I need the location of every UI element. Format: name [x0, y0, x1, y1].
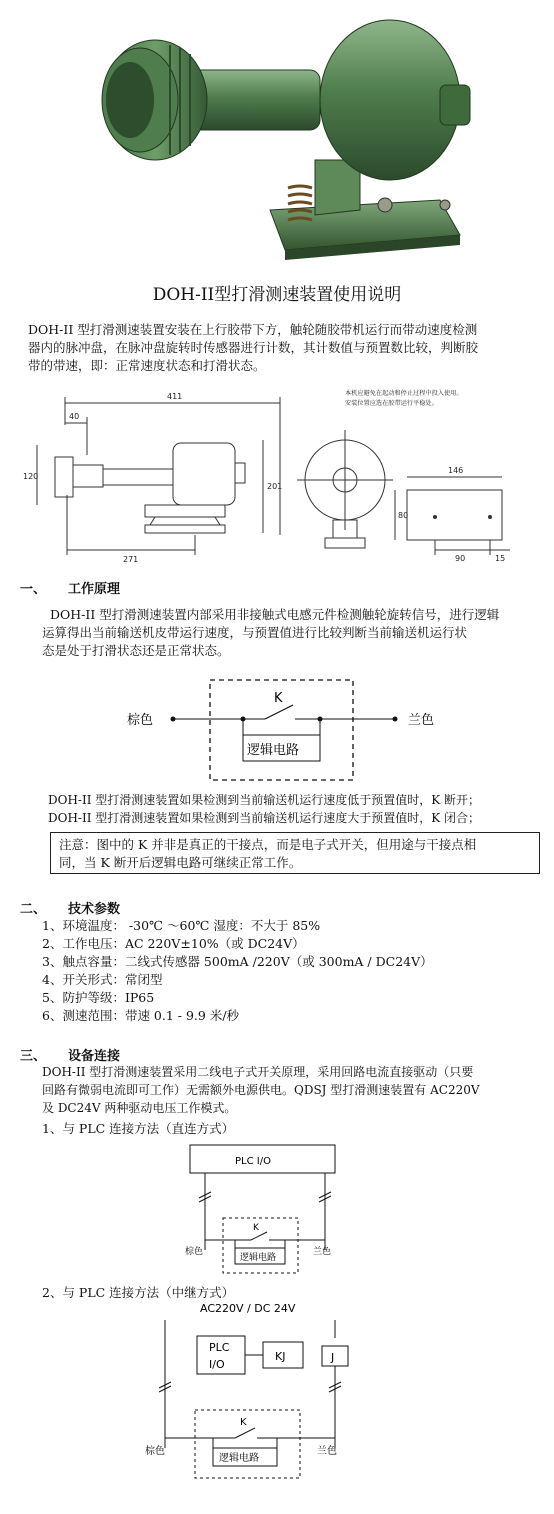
brown-wire-label: 棕色	[127, 713, 154, 728]
section1-line: 态是处于打滑状态还是正常状态。	[42, 643, 230, 658]
k-label-2: K	[240, 1417, 247, 1428]
section1-line: 运算得出当前输送机皮带运行速度，与预置值进行比较判断当前输送机运行状	[42, 625, 468, 640]
switch-k-label: K	[274, 691, 283, 706]
intro-line: 带的带速，即：正常速度状态和打滑状态。	[28, 358, 266, 373]
product-photo	[60, 10, 480, 265]
blue-label-2: 兰色	[317, 1446, 337, 1457]
dim-15: 15	[495, 554, 506, 563]
spec-item: 5、防护等级：IP65	[42, 990, 155, 1005]
brown-label-2: 棕色	[145, 1446, 165, 1457]
intro-paragraph	[28, 321, 548, 375]
dim-146: 146	[448, 466, 464, 475]
spec-item: 1、环境温度： -30℃ ～60℃ 湿度：不大于 85%	[42, 918, 321, 933]
note-box	[50, 832, 540, 874]
dim-120: 120	[23, 472, 39, 481]
principle-circuit-diagram	[115, 675, 465, 790]
section3-line: 及 DC24V 两种驱动电压工作模式。	[42, 1101, 237, 1115]
plc-io-label: PLC I/O	[235, 1156, 271, 1167]
j-label: J	[331, 1351, 335, 1364]
spec-list	[42, 917, 542, 1025]
method1-label: 1、与 PLC 连接方法（直连方式）	[42, 1121, 235, 1136]
brown-label-1: 棕色	[185, 1247, 204, 1257]
drawing-note-2: 安装位置应选在胶带运行平稳处。	[345, 400, 438, 407]
section3-title: 设备连接	[68, 1049, 121, 1064]
plc-label: PLC	[209, 1341, 230, 1354]
section3-number: 三、	[20, 1049, 47, 1064]
section2-number: 二、	[20, 902, 47, 917]
dim-201: 201	[267, 482, 283, 491]
io-label: I/O	[209, 1358, 225, 1371]
method2-label: 2、与 PLC 连接方法（中继方式）	[42, 1285, 235, 1300]
section3-line: 回路有微弱电流即可工作）无需额外电源供电。QDSJ 型打滑测速装置有 AC220V	[42, 1083, 480, 1097]
note-line: 注意：图中的 K 并非是真正的干接点，而是电子式开关，但用途与干接点相	[59, 837, 477, 852]
section3-paragraph	[42, 1063, 552, 1117]
relay-connection-diagram	[145, 1298, 375, 1488]
kj-label: KJ	[275, 1350, 286, 1363]
section2-title: 技术参数	[68, 902, 121, 917]
supply-label: AC220V / DC 24V	[200, 1302, 296, 1315]
spec-item: 6、测速范围：带速 0.1 - 9.9 米/秒	[42, 1008, 240, 1023]
dim-90: 90	[455, 554, 466, 563]
spec-item: 3、触点容量：二线式传感器 500mA /220V（或 300mA / DC24V）	[42, 954, 433, 969]
section1-title: 工作原理	[68, 582, 121, 597]
logic-label-2: 逻辑电路	[219, 1453, 259, 1464]
drawing-note-1: 本机应避免在起动和停止过程中投入使用。	[345, 390, 463, 397]
logic-circuit-label: 逻辑电路	[247, 743, 300, 758]
state-high-text: DOH-II 型打滑测速装置如果检测到当前输送机运行速度大于预置值时，K 闭合；	[48, 811, 481, 825]
spec-item: 4、开关形式：常闭型	[42, 972, 163, 987]
direct-connection-diagram	[185, 1140, 345, 1280]
technical-drawing	[15, 385, 545, 570]
section3-line: DOH-II 型打滑测速装置采用二线电子式开关原理，采用回路电流直接驱动（只要	[42, 1065, 474, 1079]
section1-paragraph	[42, 606, 552, 660]
dim-80: 80	[398, 511, 409, 520]
state-low-text: DOH-II 型打滑测速装置如果检测到当前输送机运行速度低于预置值时，K 断开；	[48, 793, 481, 807]
section1-line: DOH-II 型打滑测速装置内部采用非接触式电感元件检测触轮旋转信号，进行逻辑	[50, 607, 500, 622]
spec-item: 2、工作电压：AC 220V±10%（或 DC24V）	[42, 936, 305, 951]
intro-line: 器内的脉冲盘，在脉冲盘旋转时传感器进行计数，其计数值与预置数比较，判断胶	[28, 340, 479, 355]
dim-271: 271	[123, 555, 139, 564]
blue-label-1: 兰色	[313, 1247, 332, 1257]
dim-411: 411	[167, 392, 183, 401]
section1-number: 一、	[20, 582, 47, 597]
dim-40: 40	[69, 412, 80, 421]
logic-label-1: 逻辑电路	[240, 1253, 277, 1263]
product-title: DOH-II型打滑测速装置使用说明	[152, 285, 402, 305]
intro-line: DOH-II 型打滑测速装置安装在上行胶带下方，触轮随胶带机运行而带动速度检测	[28, 322, 478, 337]
blue-wire-label: 兰色	[408, 713, 435, 728]
k-label-1: K	[253, 1223, 259, 1233]
note-line: 同，当 K 断开后逻辑电路可继续正常工作。	[59, 855, 302, 870]
